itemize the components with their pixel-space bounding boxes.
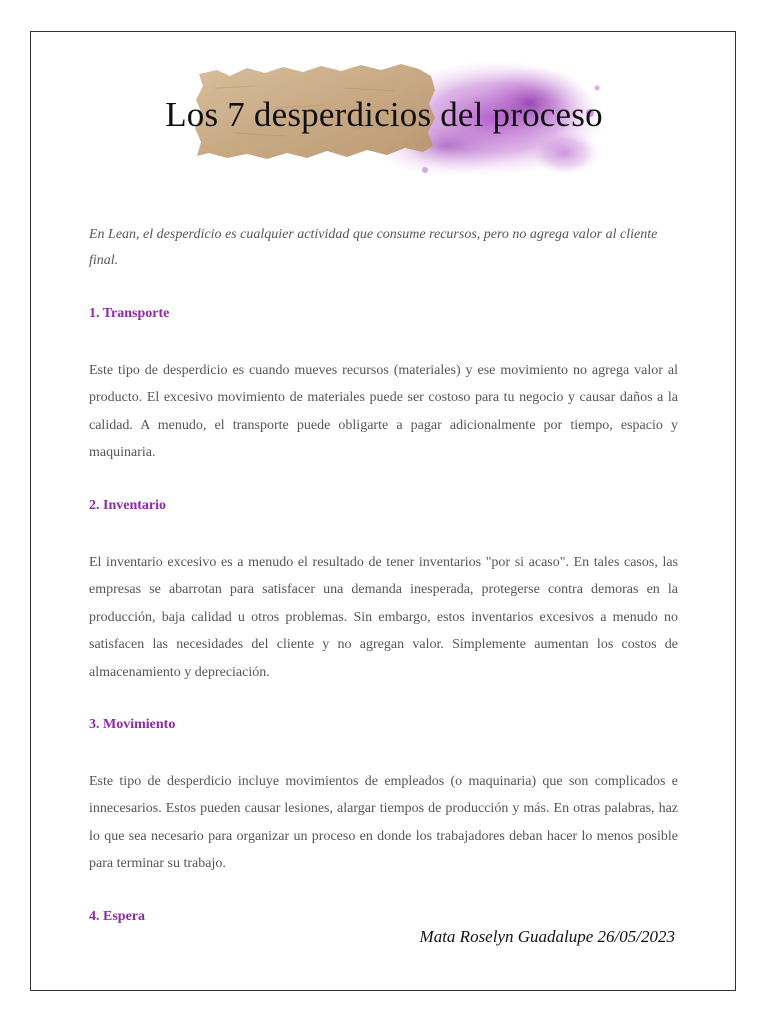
section-heading-espera: 4. Espera bbox=[89, 909, 145, 924]
intro-text: En Lean, el desperdicio es cualquier actividad que consume recursos, pero no agrega valor al cliente final. bbox=[89, 227, 658, 268]
section-heading-transporte: 1. Transporte bbox=[89, 306, 170, 321]
author-signature: Mata Roselyn Guadalupe 26/05/2023 bbox=[419, 927, 675, 946]
page-title: Los 7 desperdicios del proceso bbox=[165, 95, 603, 134]
section-heading-movimiento: 3. Movimiento bbox=[89, 717, 176, 732]
section-heading-inventario: 2. Inventario bbox=[89, 498, 166, 513]
section-body-transporte: Este tipo de desperdicio es cuando mueves recursos (materiales) y ese movimiento no agrega valor al producto. El excesivo movimiento de materiales puede ser costoso para tu negocio y causar daños a la calidad. A menudo, el transporte puede obligarte a pagar adicionalmente por tiempo, espacio y maquinaria. bbox=[89, 363, 678, 461]
section-body-inventario: El inventario excesivo es a menudo el resultado de tener inventarios "por si acaso". En tales casos, las empresas se abarrotan para satisfacer una demanda inesperada, protegerse contra demoras en la producción, baja calidad u otros problemas. Sin embargo, estos inventarios excesivos a menudo no satisfacen las necesidades del cliente y no agregan valor. Simplemente aumentan los costos de almacenamiento y depreciación. bbox=[89, 555, 678, 680]
section-body-movimiento: Este tipo de desperdicio incluye movimientos de empleados (o maquinaria) que son complicados e innecesarios. Estos pueden causar lesiones, alargar tiempos de producción y más. En otras palabras, haz lo que sea necesario para organizar un proceso en donde los trabajadores deban hacer lo menos posible para terminar su trabajo. bbox=[89, 774, 678, 872]
